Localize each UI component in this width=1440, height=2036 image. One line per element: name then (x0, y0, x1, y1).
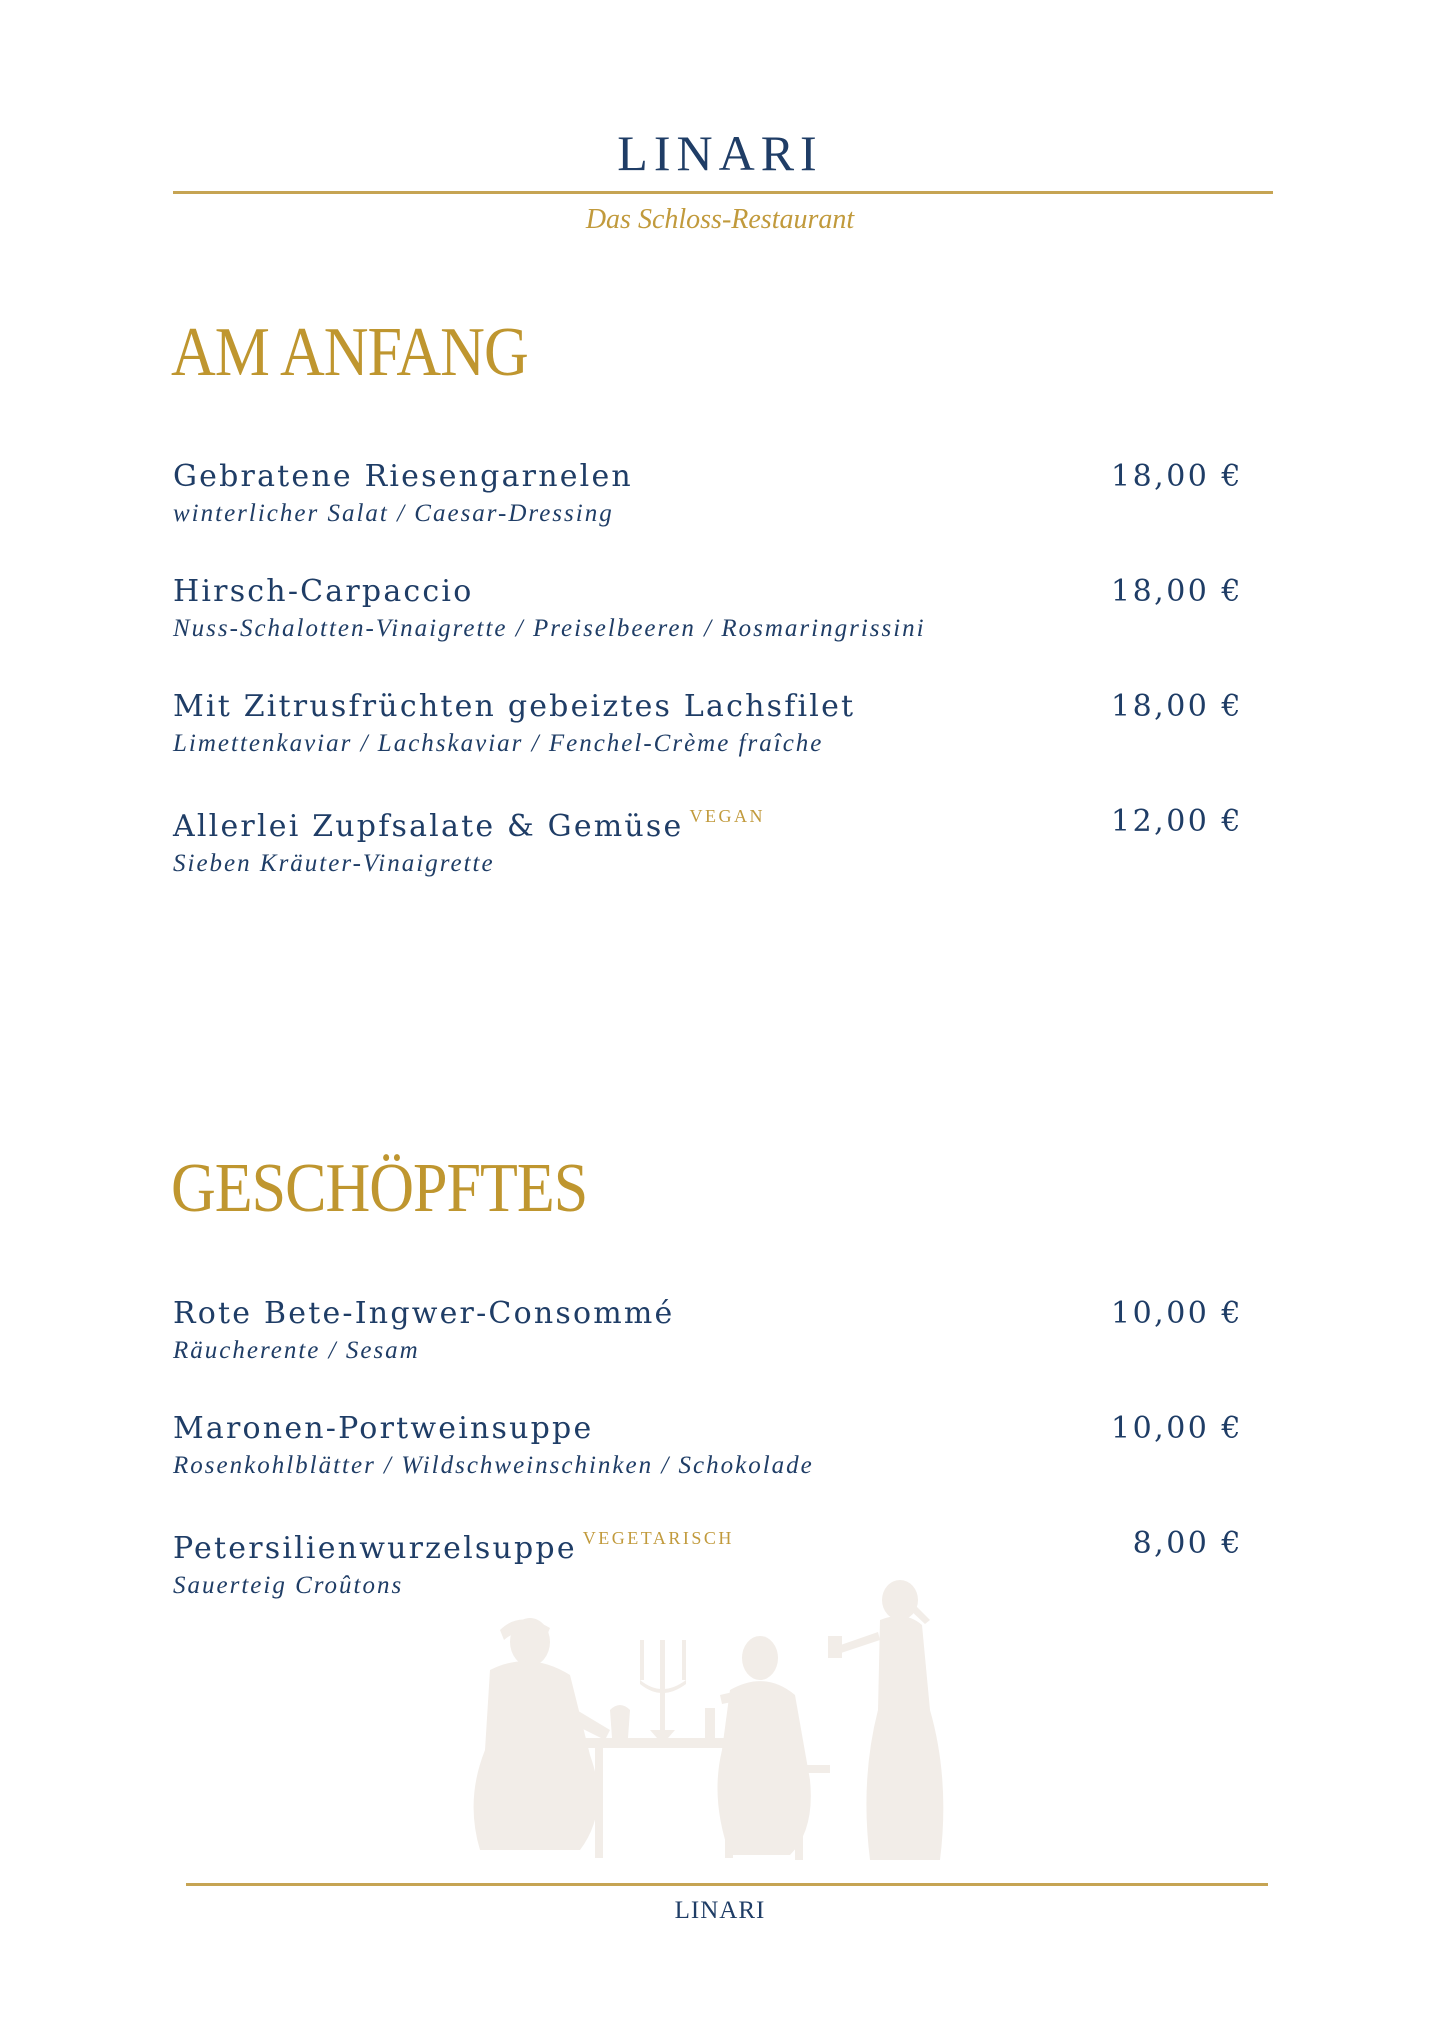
menu-item (173, 574, 1243, 642)
section-title-am-anfang: AM ANFANG (171, 314, 528, 391)
menu-item (173, 804, 1243, 877)
item-name: Maronen-Portweinsuppe (173, 1411, 594, 1446)
item-description: Sauerteig Croûtons (173, 1572, 404, 1599)
item-price: 18,00 € (1110, 689, 1243, 724)
menu-item (173, 459, 1243, 527)
section-title-geschoepftes: GESCHÖPFTES (171, 1150, 588, 1227)
footer-divider (186, 1883, 1268, 1886)
restaurant-tagline: Das Schloss-Restaurant (585, 204, 855, 235)
menu-item (173, 1296, 1243, 1364)
vegan-badge: VEGAN (689, 806, 765, 826)
restaurant-name: LINARI (617, 125, 823, 181)
item-name: Rote Bete-Ingwer-Consommé (173, 1296, 675, 1331)
item-description: Räucherente / Sesam (173, 1337, 420, 1364)
item-name: Mit Zitrusfrüchten gebeiztes Lachsfilet (173, 689, 856, 724)
item-name: Gebratene Riesengarnelen (173, 459, 633, 494)
dining-scene-illustration (460, 1580, 1000, 1880)
item-description: Sieben Kräuter-Vinaigrette (173, 850, 495, 877)
item-name: Hirsch-Carpaccio (173, 574, 474, 609)
item-price: 10,00 € (1110, 1296, 1243, 1331)
footer-brand: LINARI (674, 1897, 766, 1924)
item-name: Petersilienwurzelsuppe $^{VEGETARISCH}$ (173, 1528, 734, 1566)
item-description: Rosenkohlblätter / Wildschweinschinken / Schokolade (173, 1452, 814, 1479)
item-description: winterlicher Salat / Caesar-Dressing (173, 500, 614, 527)
item-price: 18,00 € (1110, 574, 1243, 609)
item-price: 18,00 € (1110, 459, 1243, 494)
vegetarian-badge: VEGETARISCH (582, 1528, 734, 1548)
item-description: Limettenkaviar / Lachskaviar / Fenchel-Crème fraîche (173, 730, 824, 757)
item-name: Allerlei Zupfsalate & Gemüse $^{VEGAN}$ (173, 806, 765, 844)
item-price: 12,00 € (1110, 804, 1243, 839)
menu-item (173, 1411, 1243, 1479)
item-description: Nuss-Schalotten-Vinaigrette / Preiselbeeren / Rosmaringrissini (173, 615, 926, 642)
item-price: 10,00 € (1110, 1411, 1243, 1446)
item-price: 8,00 € (1132, 1526, 1243, 1561)
menu-item (173, 689, 1243, 757)
header-divider (173, 191, 1273, 194)
